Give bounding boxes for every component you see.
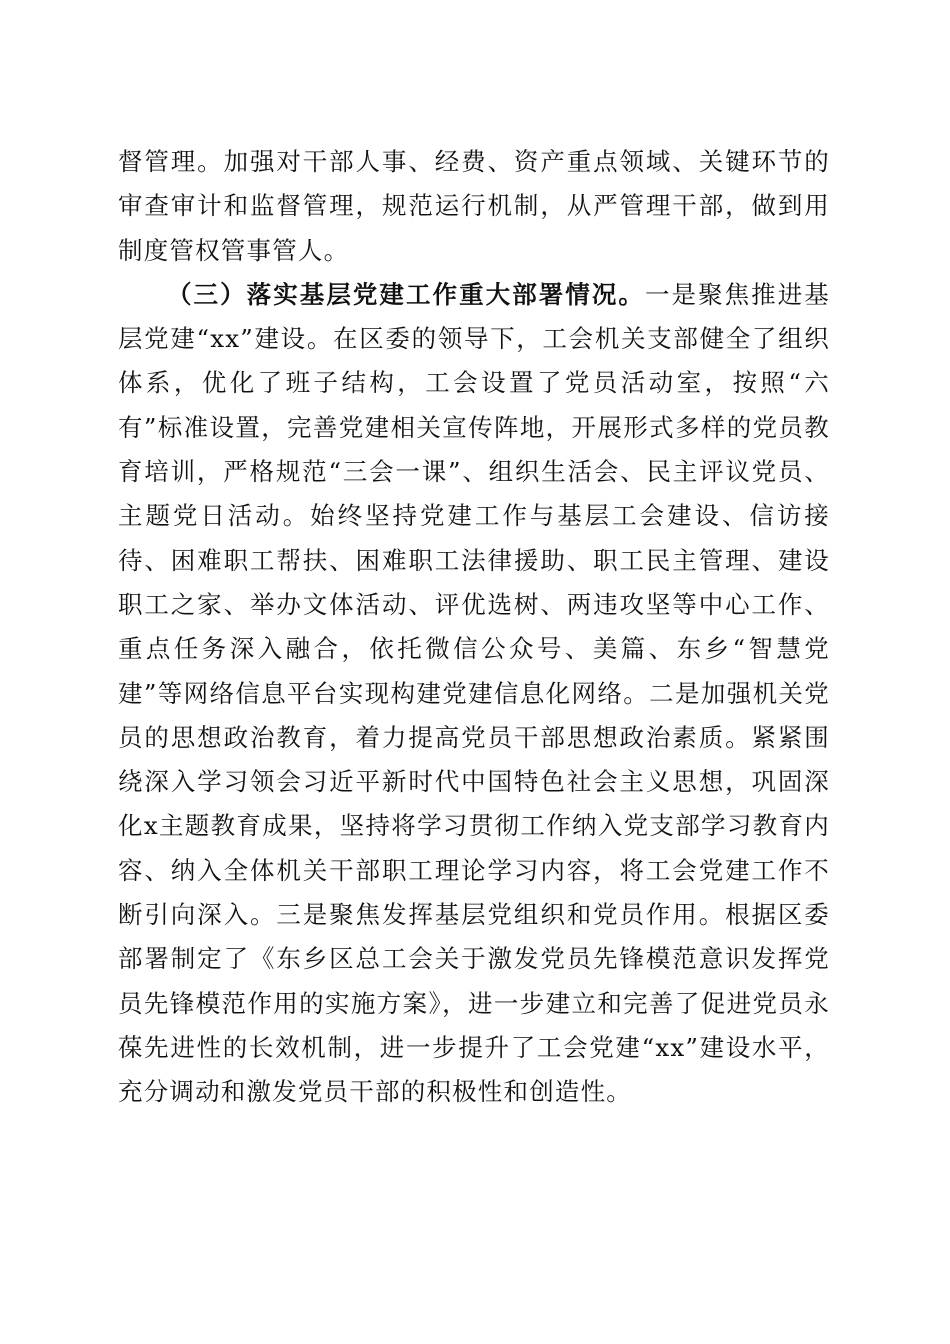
document-body [118, 140, 830, 1115]
section-body: 一是聚焦推进基层党建“xx”建设。在区委的领导下，工会机关支部健全了组织体系，优化了班子结构，工会设置了党员活动室，按照“六有”标准设置，完善党建相关宣传阵地，开展形式多样的党员教育培训，严格规范“三会一课”、组织生活会、民主评议党员、主题党日活动。始终坚持党建工作与基层工会建设、信访接待、困难职工帮扶、困难职工法律援助、职工民主管理、建设职工之家、举办文体活动、评优选树、两违攻坚等中心工作、重点任务深入融合，依托微信公众号、美篇、东乡“智慧党建”等网络信息平台实现构建党建信息化网络。二是加强机关党员的思想政治教育，着力提高党员干部思想政治素质。紧紧围绕深入学习领会习近平新时代中国特色社会主义思想，巩固深化x主题教育成果，坚持将学习贯彻工作纳入党支部学习教育内容、纳入全体机关干部职工理论学习内容，将工会党建工作不断引向深入。三是聚焦发挥基层党组织和党员作用。根据区委部署制定了《东乡区总工会关于激发党员先锋模范意识发挥党员先锋模范作用的实施方案》，进一步建立和完善了促进党员永葆先进性的长效机制，进一步提升了工会党建“xx”建设水平，充分调动和激发党员干部的积极性和创造性。 [118, 279, 830, 1107]
paragraph-section-3 [118, 273, 830, 1115]
paragraph-continuation: 督管理。加强对干部人事、经费、资产重点领域、关键环节的审查审计和监督管理，规范运行机制，从严管理干部，做到用制度管权管事管人。 [118, 147, 830, 265]
section-heading: （三）落实基层党建工作重大部署情况。 [167, 279, 645, 309]
